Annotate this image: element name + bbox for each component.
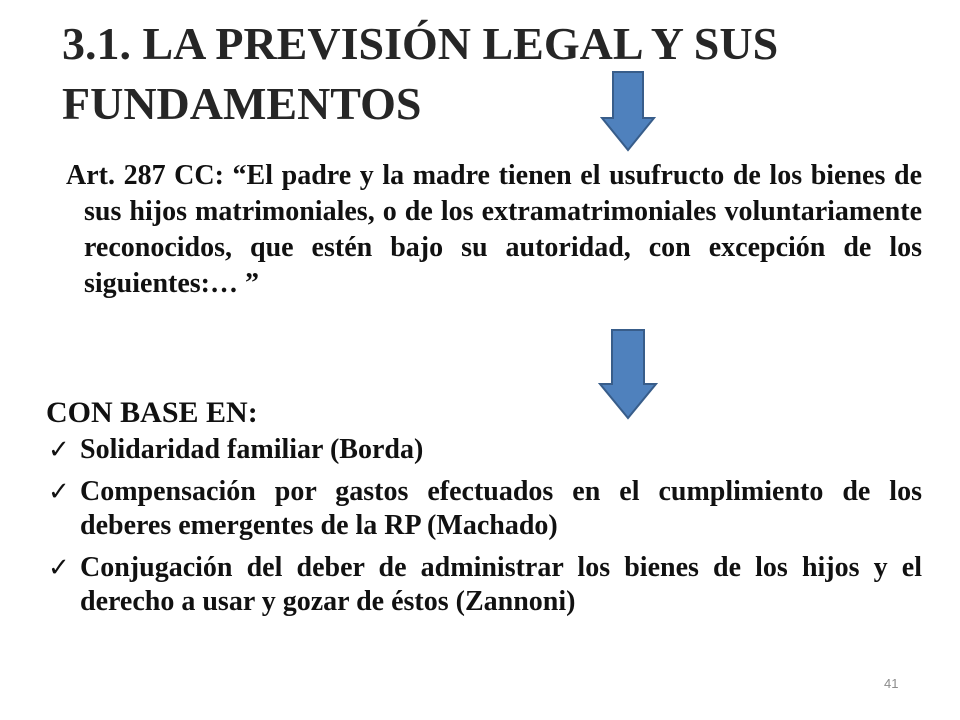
page-number: 41 (884, 676, 899, 691)
slide-title-line-2: FUNDAMENTOS (62, 78, 422, 129)
list-item (46, 551, 922, 619)
article-quote (66, 158, 922, 302)
article-text: Art. 287 CC: “El padre y la madre tienen el usufructo de los bienes de sus hijos matrimoniales, o de los extramatrimoniales voluntariamente reconocidos, que estén bajo su autoridad, con excepción de los siguientes:… ” (66, 160, 922, 299)
base-heading: CON BASE EN: (46, 396, 258, 429)
checkmark-icon: ✓ (48, 435, 70, 465)
list-item (46, 475, 922, 543)
slide-title (62, 14, 922, 134)
list-item (46, 433, 922, 467)
fundamentos-list (46, 433, 922, 627)
checkmark-icon: ✓ (48, 477, 70, 507)
arrow-down-icon (600, 70, 656, 152)
list-item-text: Conjugación del deber de administrar los bienes de los hijos y el derecho a usar y gozar de éstos (Zannoni) (80, 552, 922, 617)
list-item-text: Compensación por gastos efectuados en el cumplimiento de los deberes emergentes de la RP (Machado) (80, 476, 922, 541)
checkmark-icon: ✓ (48, 553, 70, 583)
arrow-down-icon (598, 328, 658, 420)
slide-title-line-1: 3.1. LA PREVISIÓN LEGAL Y SUS (62, 18, 779, 69)
list-item-text: Solidaridad familiar (Borda) (80, 434, 424, 465)
